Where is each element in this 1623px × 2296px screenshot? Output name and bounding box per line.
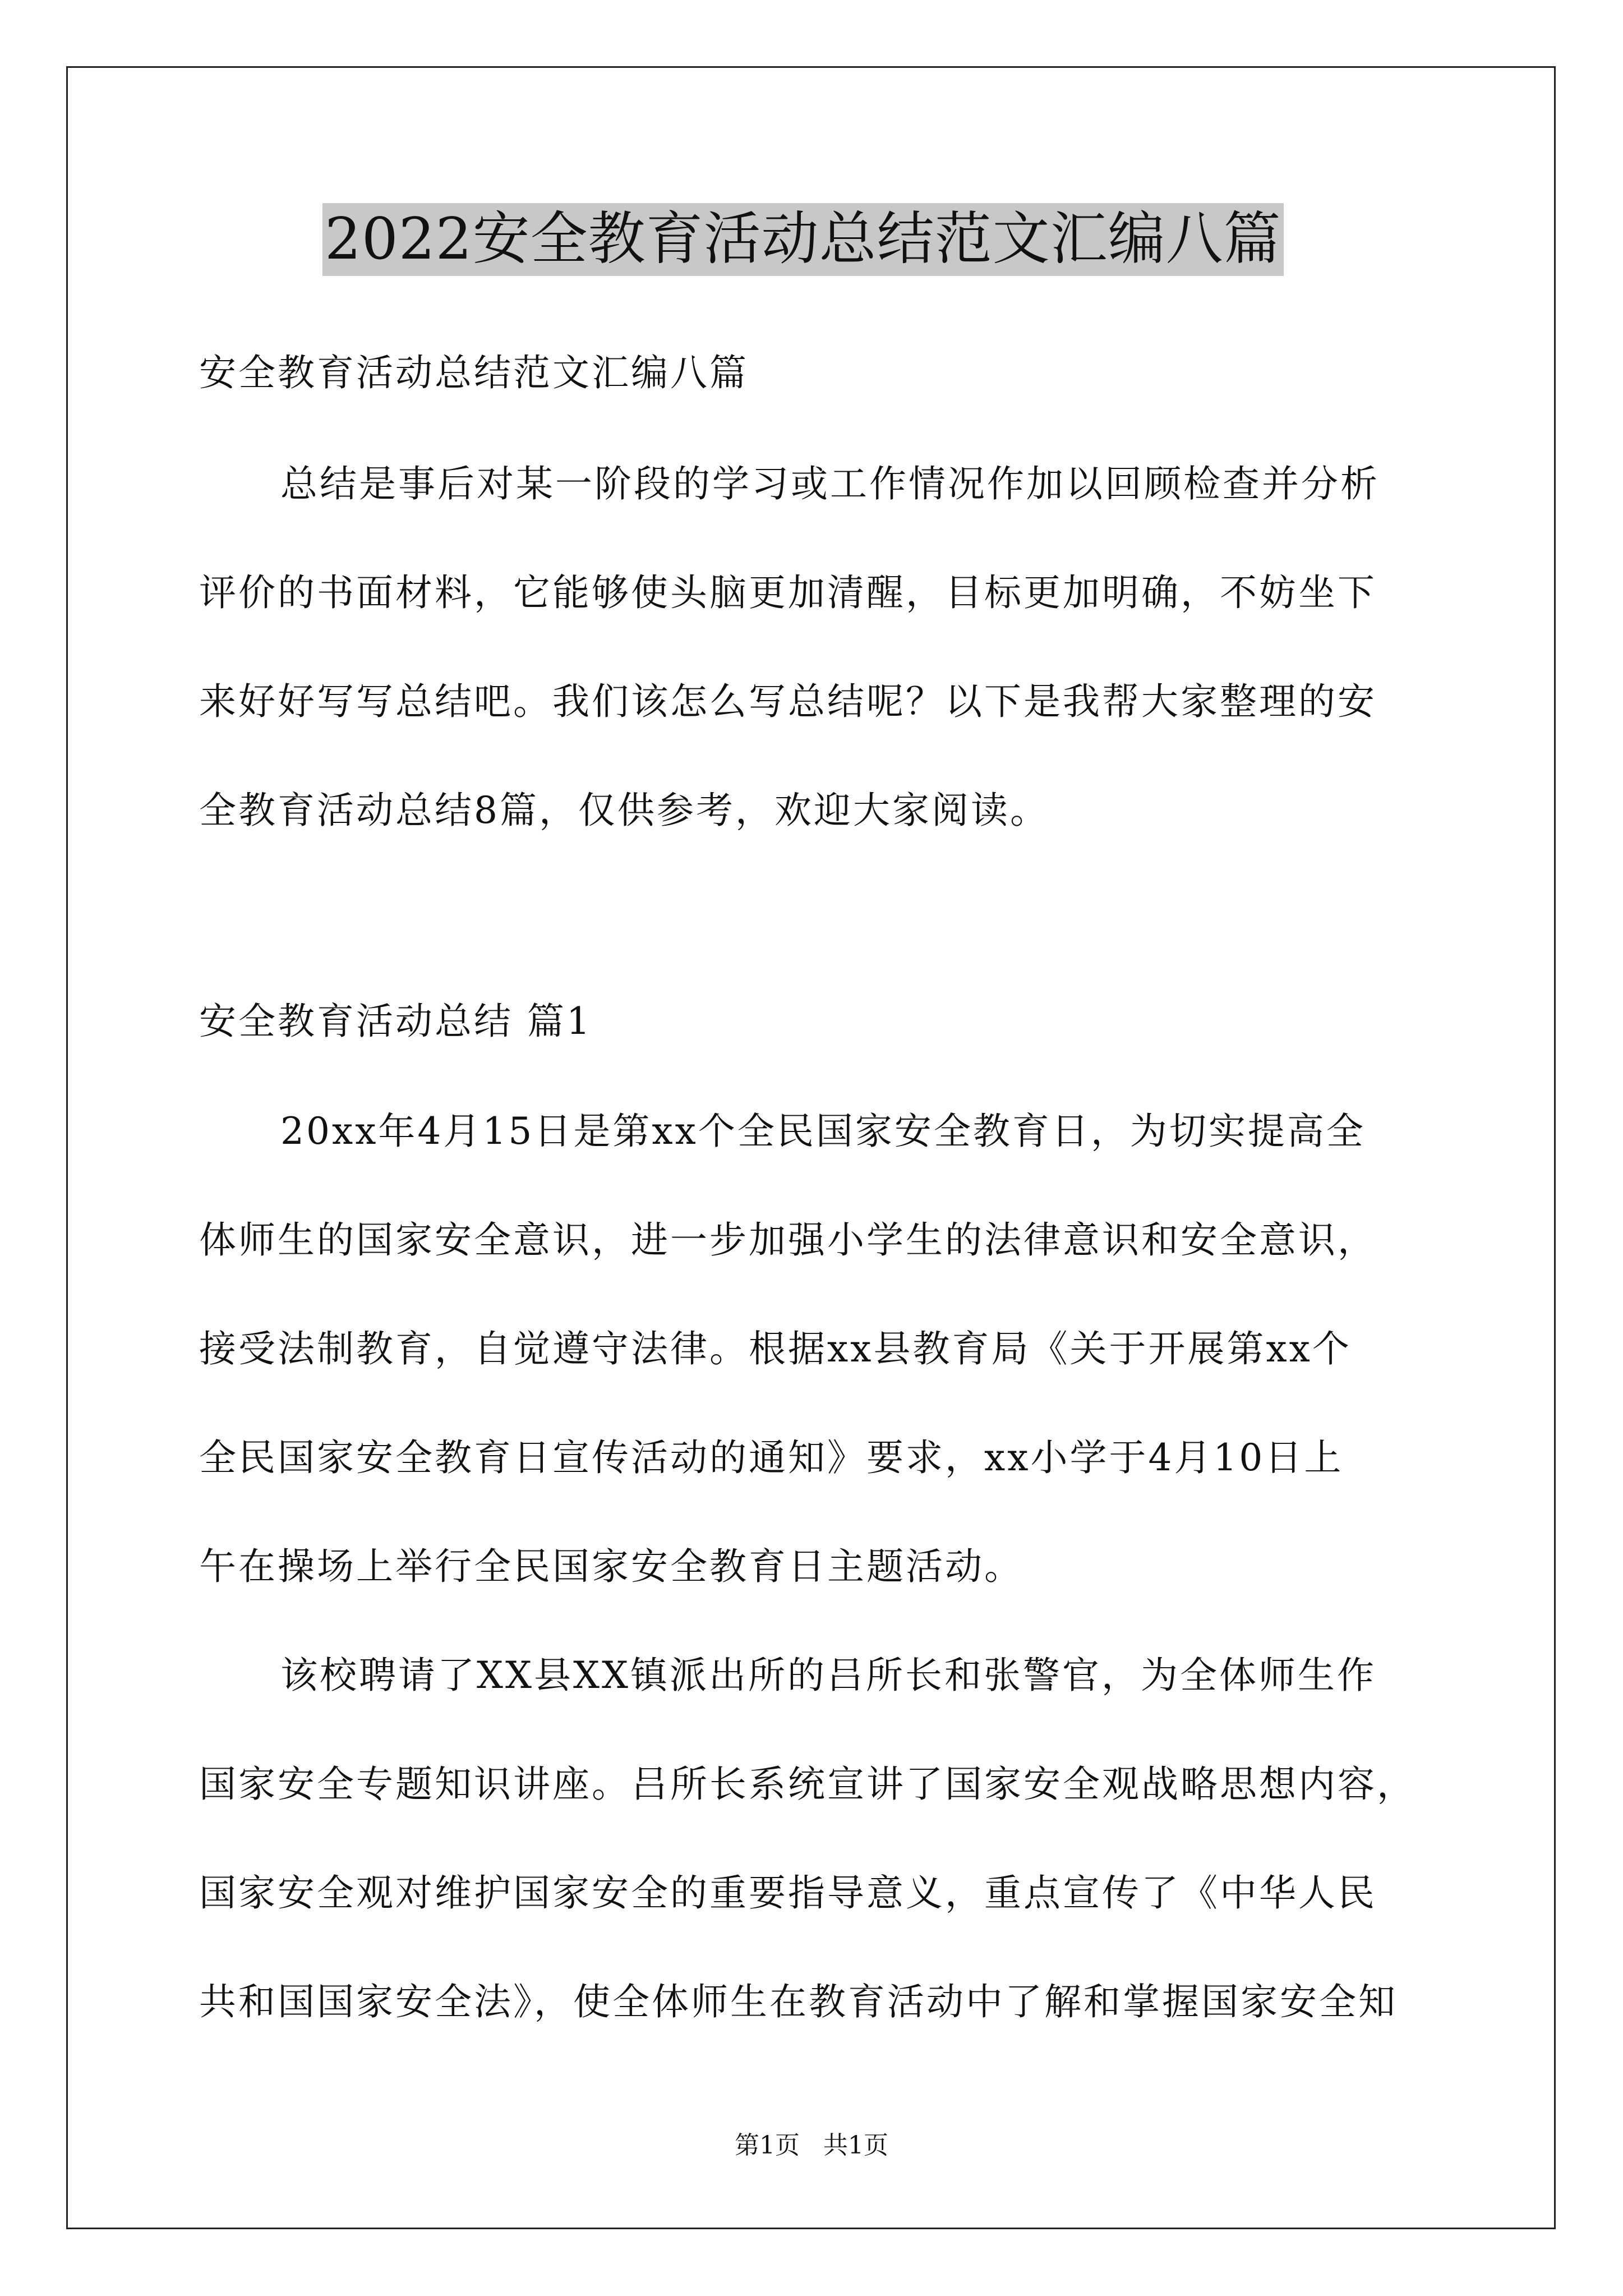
paragraph-line: 国家安全专题知识讲座。吕所长系统宣讲了国家安全观战略思想内容，: [199, 1763, 1416, 1806]
document-subtitle: 安全教育活动总结范文汇编八篇: [199, 351, 749, 394]
paragraph-line: 体师生的国家安全意识，进一步加强小学生的法律意识和安全意识，: [199, 1218, 1377, 1262]
intro-line: 评价的书面材料，它能够使头脑更加清醒，目标更加明确，不妨坐下: [199, 571, 1377, 614]
intro-line: 总结是事后对某一阶段的学习或工作情况作加以回顾检查并分析: [280, 462, 1380, 505]
page-footer: 第1页 共1页: [735, 2131, 888, 2160]
paragraph-line: 国家安全观对维护国家安全的重要指导意义，重点宣传了《中华人民: [199, 1871, 1377, 1915]
paragraph-line: 该校聘请了XX县XX镇派出所的吕所长和张警官，为全体师生作: [280, 1654, 1376, 1697]
intro-line: 全教育活动总结8篇，仅供参考，欢迎大家阅读。: [199, 789, 1049, 832]
paragraph-line: 全民国家安全教育日宣传活动的通知》要求，xx小学于4月10日上: [199, 1436, 1344, 1479]
intro-line: 来好好写写总结吧。我们该怎么写总结呢？以下是我帮大家整理的安: [199, 680, 1377, 723]
paragraph-line: 午在操场上举行全民国家安全教育日主题活动。: [199, 1545, 1023, 1588]
paragraph-line: 20xx年4月15日是第xx个全民国家安全教育日，为切实提高全: [280, 1110, 1366, 1153]
section-heading: 安全教育活动总结 篇1: [199, 1000, 592, 1043]
paragraph-line: 共和国国家安全法》，使全体师生在教育活动中了解和掌握国家安全知: [199, 1980, 1398, 2023]
document-title: 2022安全教育活动总结范文汇编八篇: [322, 203, 1284, 276]
paragraph-line: 接受法制教育，自觉遵守法律。根据xx县教育局《关于开展第xx个: [199, 1327, 1352, 1370]
